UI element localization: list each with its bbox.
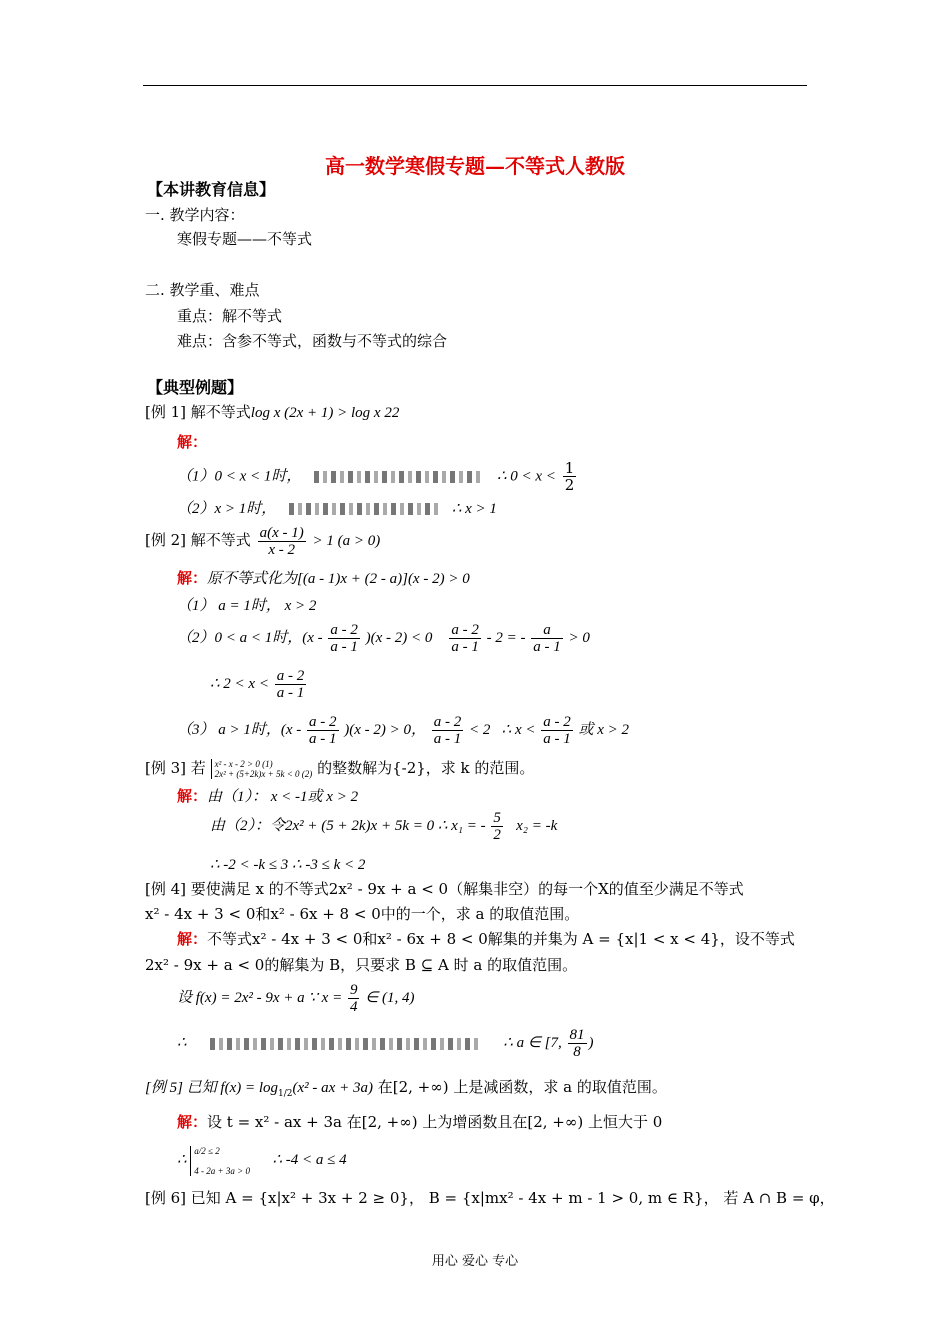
condition-system: a/2 ≤ 2 4 - 2a + 3a > 0 — [190, 1146, 250, 1176]
example-4-line-3: 设 f(x) = 2x² - 9x + a ∵ x = $\frac{9}{4}$ ∈ (1, 4) — [177, 982, 415, 1016]
key-heading: 二. 教学重、难点 — [145, 281, 260, 299]
example-5-line-1: 解：设 t = x² - ax + 3a 在[2, +∞) 上为增函数且在[2, +∞) 上恒大于 0 — [177, 1113, 663, 1131]
example-2-line-3: （2）0 < a < 1时，(x - $\frac{a - 2}{a - 1}$ )(x - 2) < 0 $\frac{a - 2}{a - 1}$ - 2 = - $\frac{a}{a - 1}$ > 0 — [177, 622, 590, 656]
example-3-line-2: 由（2）：令2x² + (5 + 2k)x + 5k = 0 ∴ x₁ = - $\frac{5}{2}$ x₂ = -k — [210, 810, 558, 844]
example-4-line-1: 解：不等式x² - 4x + 3 < 0和x² - 6x + 8 < 0解集的并集为 A = {x|1 < x < 4}，设不等式 — [177, 930, 795, 948]
key-point: 重点：解不等式 — [177, 307, 283, 325]
obscured-formula — [210, 1038, 480, 1050]
hard-point: 难点：含参不等式，函数与不等式的综合 — [177, 332, 448, 350]
example-2-question: [例 2] 解不等式 $\frac{a(x - 1)}{x - 2}$ > 1 (a > 0) — [145, 524, 381, 558]
example-3-question: [例 3] 若 x² - x - 2 > 0 (1) 2x² + (5+2k)x + 5k < 0 (2) 的整数解为{-2}，求 k 的范围。 — [145, 759, 535, 779]
content-text: 寒假专题——不等式 — [177, 230, 313, 248]
example-3-line-3: ∴ -2 < -k ≤ 3 ∴ -3 ≤ k < 2 — [210, 857, 366, 873]
example-2-line-1: 解：原不等式化为[(a - 1)x + (2 - a)](x - 2) > 0 — [177, 569, 470, 587]
example-5-question: [例 5] 已知 $f(x) = \log_{1/2}(x^2$ - ax + 3a) 在[2, +∞) 上是减函数，求 a 的取值范围。 — [145, 1078, 667, 1099]
document-title: 高一数学寒假专题—不等式人教版 — [325, 154, 625, 178]
example-6-question: [例 6] 已知 A = {x|x² + 3x + 2 ≥ 0}， B = {x|mx² - 4x + m - 1 > 0, m ∈ R}， 若 A ∩ B = φ， — [145, 1189, 835, 1207]
content-heading: 一. 教学内容： — [145, 206, 245, 224]
example-3-line-1: 解：由（1）： x < -1或 x > 2 — [177, 787, 359, 805]
header-rule — [143, 85, 807, 86]
obscured-formula — [289, 503, 439, 515]
example-1-case-1: （1）0 < x < 1时， ∴ 0 < x < $\frac{1}{2}$ — [177, 459, 575, 494]
example-1-solution-label: 解： — [177, 433, 208, 451]
example-4-question-1: [例 4] 要使满足 x 的不等式2x² - 9x + a < 0（解集非空）的每一个X的值至少满足不等式 — [145, 880, 744, 898]
example-1-question: [例 1] 解不等式log x (2x + 1) > log x 22 — [145, 403, 400, 421]
examples-heading: 【典型例题】 — [147, 378, 244, 397]
example-2-line-5: （3） a > 1时，(x - $\frac{a - 2}{a - 1}$ )(x - 2) > 0， $\frac{a - 2}{a - 1}$ < 2 ∴ x < $\frac{a - 2}{a - 1}$ 或 x > 2 — [177, 714, 630, 748]
section-info-heading: 【本讲教育信息】 — [147, 180, 276, 199]
example-2-line-4: ∴ 2 < x < $\frac{a - 2}{a - 1}$ — [210, 668, 305, 702]
example-1-case-2: （2）x > 1时， ∴ x > 1 — [177, 501, 497, 517]
inequality-system: x² - x - 2 > 0 (1) 2x² + (5+2k)x + 5k < 0 (2) — [211, 759, 313, 779]
example-4-question-2: x² - 4x + 3 < 0和x² - 6x + 8 < 0中的一个，求 a 的取值范围。 — [145, 905, 580, 923]
example-5-line-2: ∴ a/2 ≤ 2 4 - 2a + 3a > 0 ∴ -4 < a ≤ 4 — [177, 1145, 347, 1176]
example-4-line-4: ∴ ∴ a ∈ [7, $\frac{81}{8}$ ) — [177, 1027, 594, 1061]
page-footer: 用心 爱心 专心 — [431, 1254, 519, 1269]
example-2-line-2: （1） a = 1时， x > 2 — [177, 598, 317, 614]
example-4-line-2: 2x² - 9x + a < 0的解集为 B，只要求 B ⊆ A 时 a 的取值范围。 — [145, 956, 578, 974]
obscured-formula — [314, 471, 484, 483]
